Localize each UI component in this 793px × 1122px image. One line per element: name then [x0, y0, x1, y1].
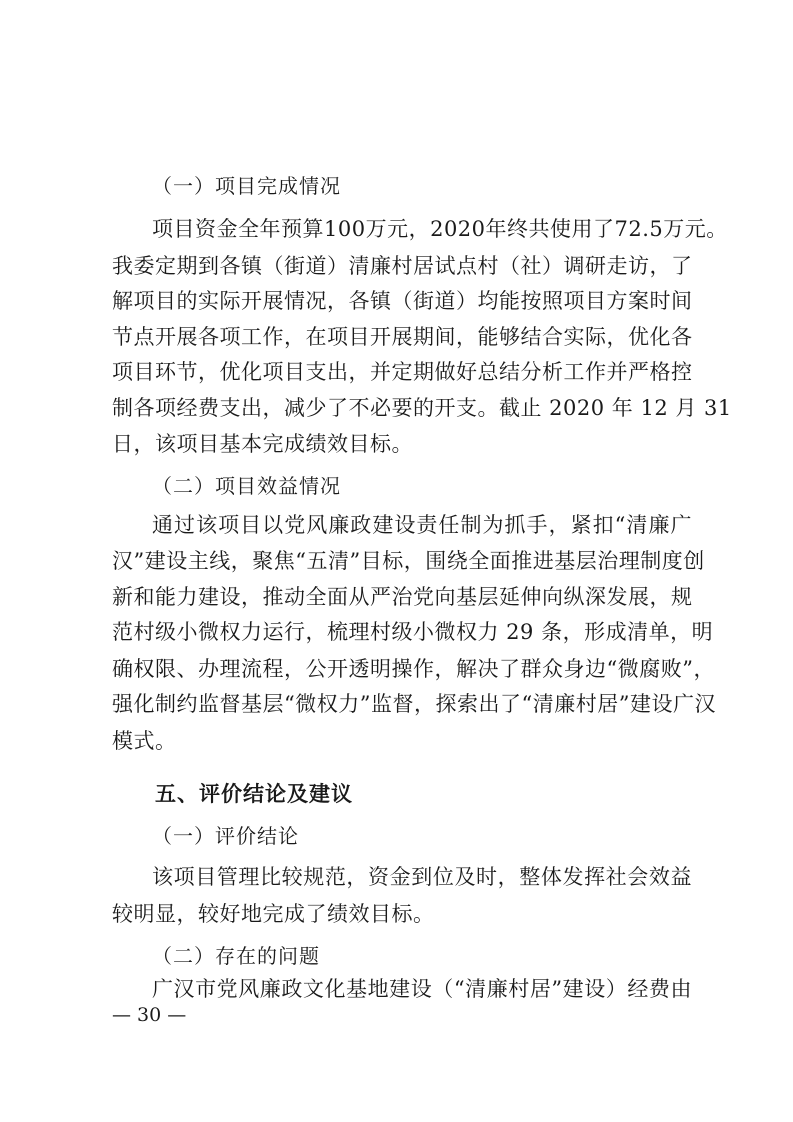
- paragraph-line: 我委定期到各镇（街道）清廉村居试点村（社）调研走访，了: [112, 254, 693, 278]
- paragraph-line: 汉”建设主线，聚焦“五清”目标，围绕全面推进基层治理制度创: [112, 549, 705, 573]
- paragraph-line: 模式。: [112, 729, 177, 753]
- subheading-evaluation-conclusion: （一）评价结论: [152, 824, 299, 848]
- subheading-existing-problems: （二）存在的问题: [152, 944, 320, 968]
- page-number: — 30 —: [112, 1004, 187, 1026]
- section-heading-evaluation-conclusions: 五、评价结论及建议: [155, 782, 353, 806]
- paragraph-line: 范村级小微权力运行，梳理村级小微权力 29 条，形成清单，明: [112, 620, 714, 644]
- paragraph-line: 通过该项目以党风廉政建设责任制为抓手，紧扣“清廉广: [152, 513, 692, 537]
- paragraph-line: 较明显，较好地完成了绩效目标。: [112, 902, 435, 926]
- paragraph-line: 日，该项目基本完成绩效目标。: [112, 432, 413, 456]
- paragraph-line: 项目环节，优化项目支出，并定期做好总结分析工作并严格控: [112, 360, 693, 384]
- paragraph-line: 新和能力建设，推动全面从严治党向基层延伸向纵深发展，规: [112, 585, 693, 609]
- paragraph-line: 广汉市党风廉政文化基地建设（“清廉村居”建设）经费由: [152, 977, 692, 1001]
- paragraph-line: 项目资金全年预算100万元，2020年终共使用了72.5万元。: [152, 217, 728, 241]
- paragraph-line: 确权限、办理流程，公开透明操作，解决了群众身边“微腐败”，: [112, 657, 715, 681]
- paragraph-line: 节点开展各项工作，在项目开展期间，能够结合实际，优化各: [112, 325, 693, 349]
- paragraph-line: 强化制约监督基层“微权力”监督，探索出了“清廉村居”建设广汉: [112, 692, 716, 716]
- section-heading-project-completion: （一）项目完成情况: [152, 174, 341, 198]
- paragraph-line: 制各项经费支出，减少了不必要的开支。截止 2020 年 12 月 31: [112, 396, 732, 420]
- section-heading-project-benefits: （二）项目效益情况: [152, 474, 341, 498]
- paragraph-line: 解项目的实际开展情况，各镇（街道）均能按照项目方案时间: [112, 289, 693, 313]
- paragraph-line: 该项目管理比较规范，资金到位及时，整体发挥社会效益: [152, 865, 692, 889]
